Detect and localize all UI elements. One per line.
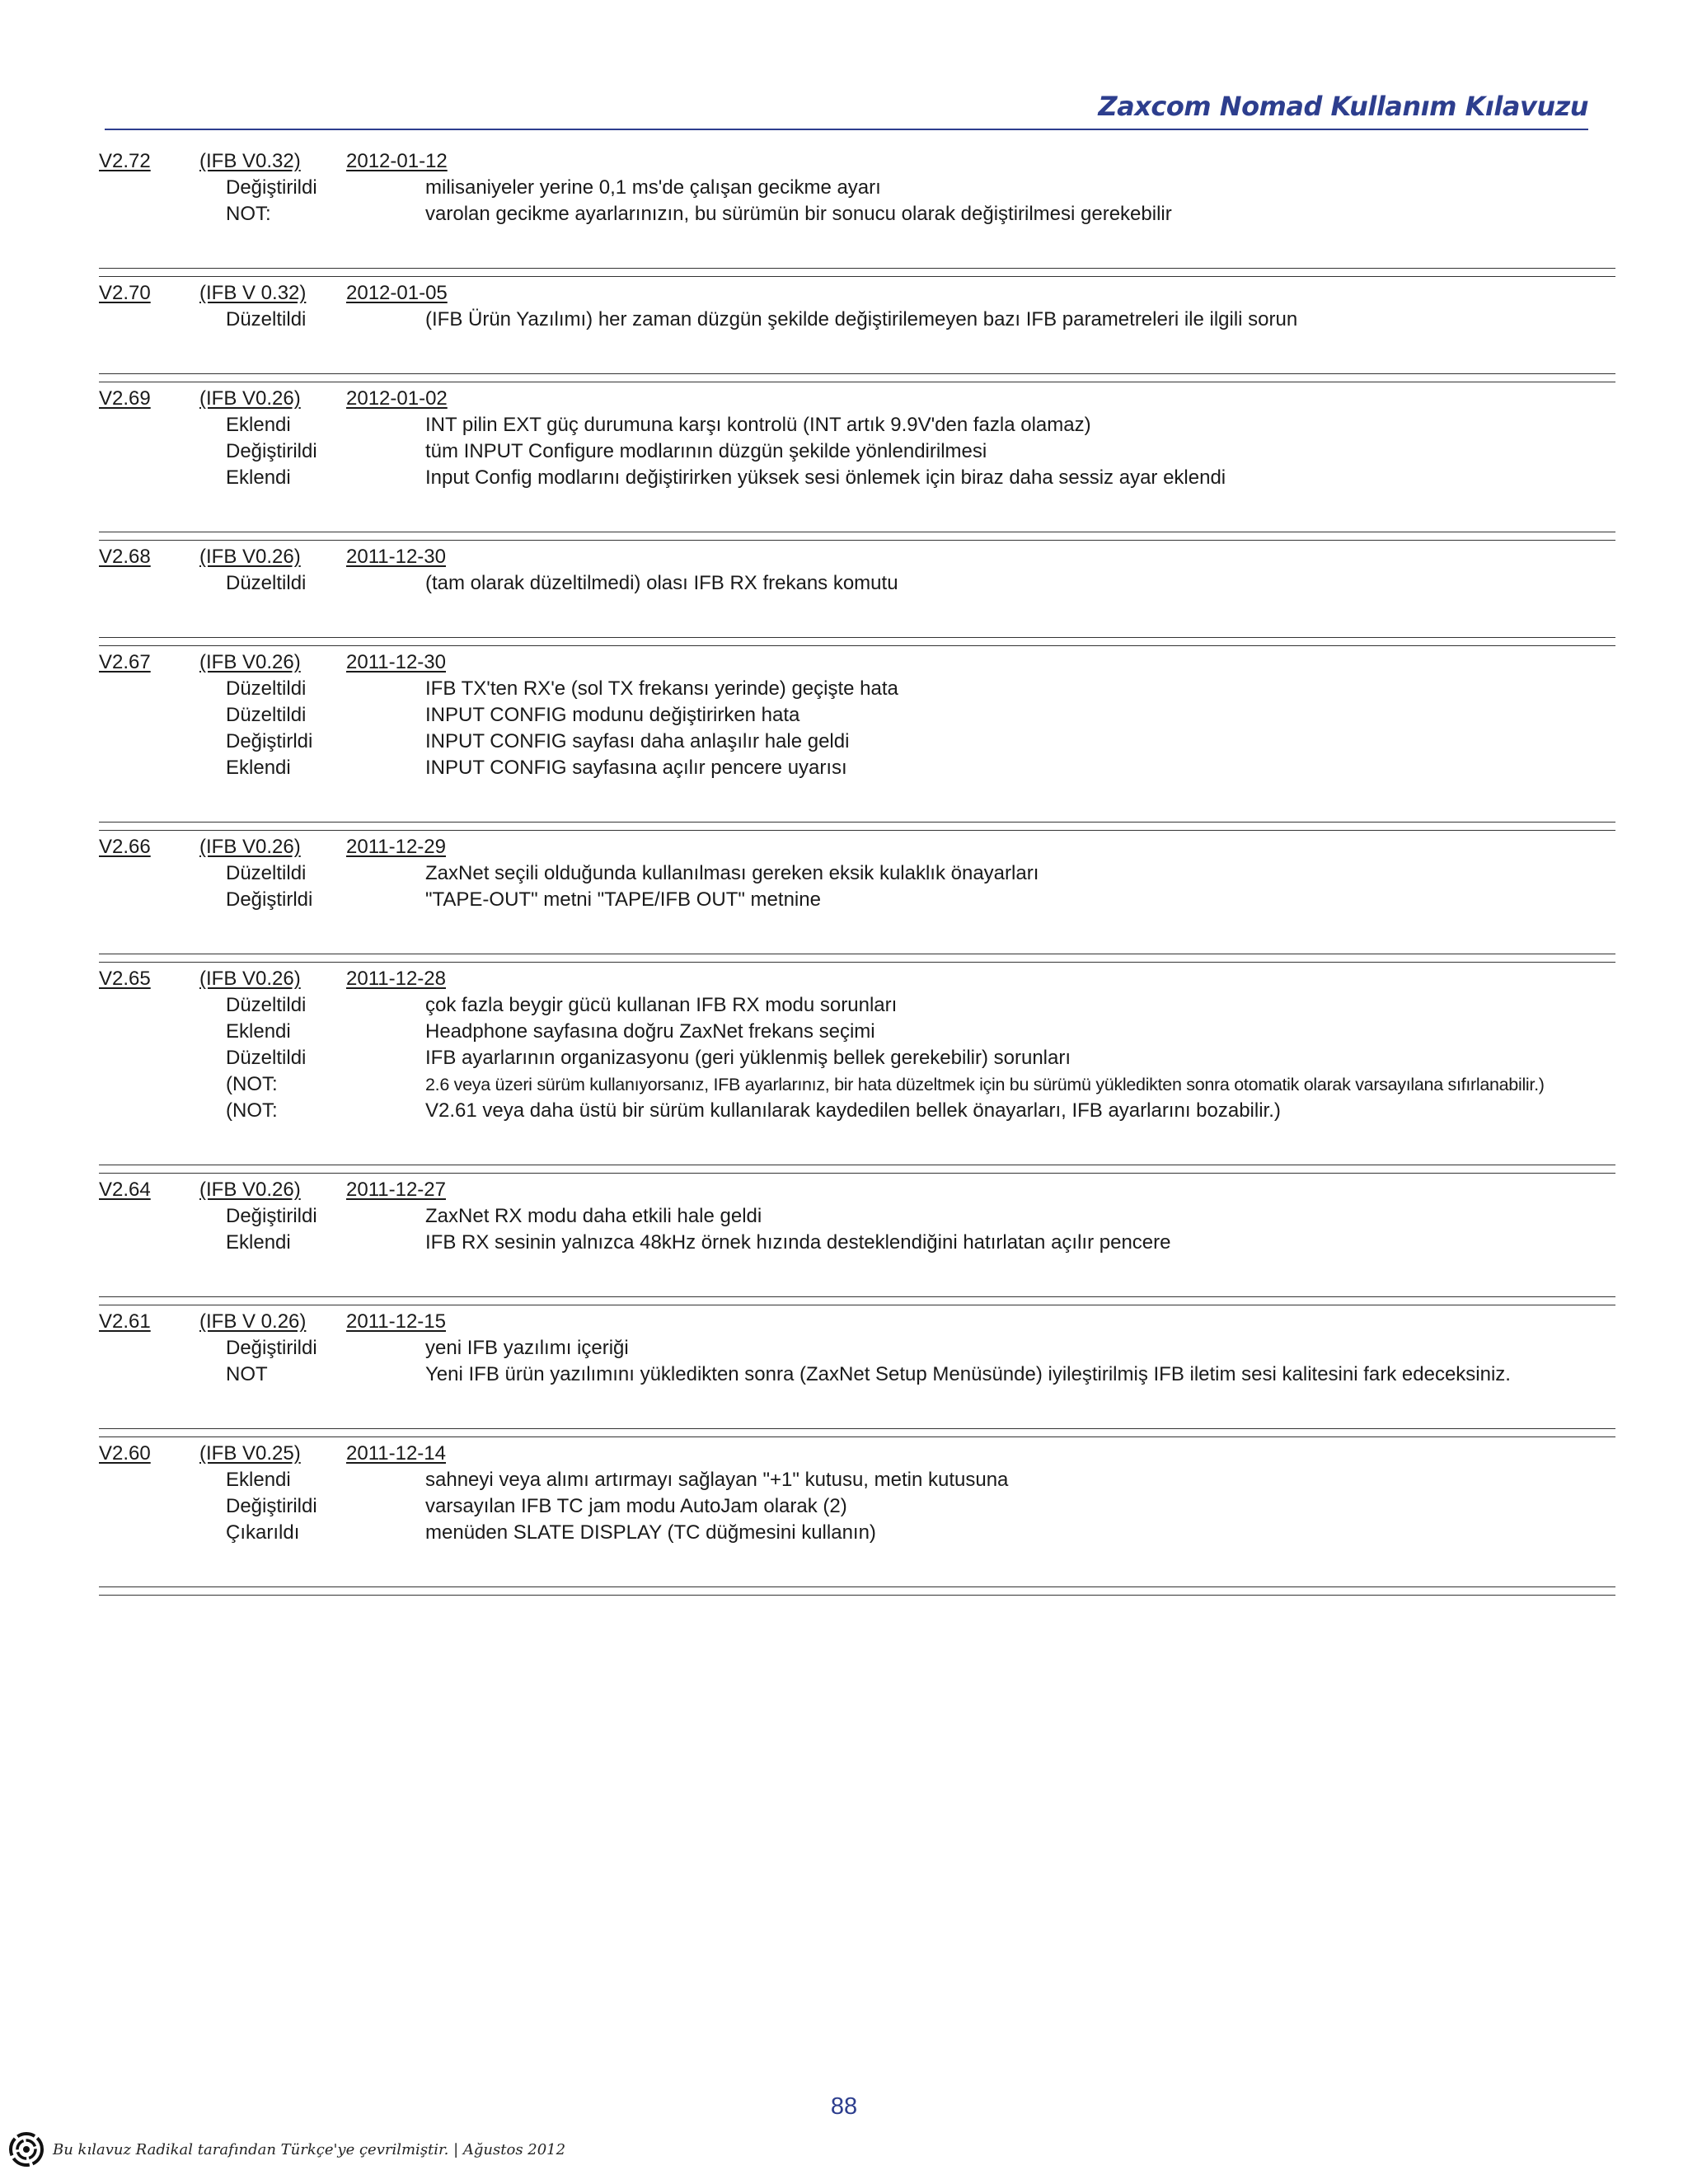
change-line <box>99 1203 1615 1230</box>
change-type-label: Düzeltildi <box>226 677 307 700</box>
changelog-entry <box>99 966 1615 1177</box>
version-number: V2.72 <box>99 150 151 172</box>
version-number: V2.61 <box>99 1310 151 1333</box>
change-type-label: Düzeltildi <box>226 862 307 884</box>
release-date: 2011-12-27 <box>346 1179 446 1201</box>
ifb-version: (IFB V 0.26) <box>199 1310 307 1333</box>
version-number: V2.60 <box>99 1442 151 1465</box>
change-type-label: (NOT: <box>226 1099 278 1122</box>
change-description: "TAPE-OUT" metni "TAPE/IFB OUT" metnine <box>425 888 821 911</box>
change-type-label: Düzeltildi <box>226 994 307 1016</box>
change-description: tüm INPUT Configure modlarının düzgün şekilde yönlendirilmesi <box>425 440 987 462</box>
release-date: 2011-12-28 <box>346 968 446 990</box>
change-line <box>99 570 1615 597</box>
change-line <box>99 175 1615 201</box>
release-date: 2012-01-12 <box>346 150 448 172</box>
separator-block <box>99 1124 1615 1177</box>
separator-block <box>99 1388 1615 1441</box>
change-type-label: NOT <box>226 1363 268 1385</box>
change-line <box>99 992 1615 1019</box>
footer-text: Bu kılavuz Radikal tarafından Türkçe'ye çevrilmiştir. | Ağustos 2012 <box>53 2140 566 2158</box>
change-type-label: Değiştirildi <box>226 440 317 462</box>
ifb-version: (IFB V0.26) <box>199 651 301 673</box>
change-line <box>99 676 1615 702</box>
change-description: varsayılan IFB TC jam modu AutoJam olarak (2) <box>425 1495 847 1517</box>
release-date: 2011-12-30 <box>346 651 446 673</box>
separator-line <box>99 1428 1615 1437</box>
entry-header <box>99 148 1615 175</box>
entry-header <box>99 544 1615 570</box>
separator-block <box>99 913 1615 966</box>
change-description: IFB TX'ten RX'e (sol TX frekansı yerinde) geçişte hata <box>425 677 898 700</box>
version-number: V2.70 <box>99 282 151 304</box>
ifb-version: (IFB V0.25) <box>199 1442 301 1465</box>
change-description: Input Config modlarını değiştirirken yüksek sesi önlemek için biraz daha sessiz ayar eklendi <box>425 466 1226 489</box>
change-type-label: Eklendi <box>226 1231 291 1254</box>
changelog-list <box>99 148 1615 1599</box>
change-line <box>99 702 1615 729</box>
separator-block <box>99 1256 1615 1309</box>
change-type-label: Eklendi <box>226 1020 291 1043</box>
entry-header <box>99 966 1615 992</box>
separator-line <box>99 954 1615 963</box>
separator-line <box>99 1586 1615 1596</box>
change-description: IFB RX sesinin yalnızca 48kHz örnek hızında desteklendiğini hatırlatan açılır pencere <box>425 1231 1171 1254</box>
change-description: sahneyi veya alımı artırmayı sağlayan "+1" kutusu, metin kutusuna <box>425 1469 1009 1491</box>
change-line <box>99 1230 1615 1256</box>
change-type-label: Değiştirildi <box>226 1205 317 1227</box>
change-type-label: Değiştirldi <box>226 888 313 911</box>
change-description: (IFB Ürün Yazılımı) her zaman düzgün şekilde değiştirilemeyen bazı IFB parametreleri ile ilgili sorun <box>425 308 1298 330</box>
change-description: INPUT CONFIG sayfasına açılır pencere uyarısı <box>425 757 847 779</box>
version-number: V2.64 <box>99 1179 151 1201</box>
change-description: Yeni IFB ürün yazılımını yükledikten sonra (ZaxNet Setup Menüsünde) iyileştirilmiş IFB iletim sesi kalitesini fark edeceksiniz. <box>425 1363 1511 1385</box>
change-description: ZaxNet RX modu daha etkili hale geldi <box>425 1205 762 1227</box>
change-type-label: Değiştirildi <box>226 1337 317 1359</box>
entry-header <box>99 1177 1615 1203</box>
changelog-entry <box>99 649 1615 834</box>
separator-block <box>99 781 1615 834</box>
ifb-version: (IFB V 0.32) <box>199 282 307 304</box>
change-line <box>99 729 1615 755</box>
separator-line <box>99 373 1615 382</box>
change-description: yeni IFB yazılımı içeriği <box>425 1337 629 1359</box>
change-line <box>99 307 1615 333</box>
change-type-label: Düzeltildi <box>226 572 307 594</box>
change-type-label: Eklendi <box>226 1469 291 1491</box>
change-type-label: Eklendi <box>226 757 291 779</box>
changelog-entry <box>99 834 1615 966</box>
entry-header <box>99 834 1615 860</box>
change-type-label: NOT: <box>226 203 271 225</box>
change-line <box>99 438 1615 465</box>
change-line <box>99 755 1615 781</box>
change-description: INPUT CONFIG sayfası daha anlaşılır hale geldi <box>425 730 850 752</box>
ifb-version: (IFB V0.32) <box>199 150 301 172</box>
change-line <box>99 1361 1615 1388</box>
separator-block <box>99 1546 1615 1599</box>
separator-line <box>99 822 1615 831</box>
separator-line <box>99 532 1615 541</box>
separator-block <box>99 491 1615 544</box>
change-line <box>99 860 1615 887</box>
page-number: 88 <box>830 2093 858 2120</box>
document-header-title: Zaxcom Nomad Kullanım Kılavuzu <box>1098 91 1588 122</box>
change-description: 2.6 veya üzeri sürüm kullanıyorsanız, IFB ayarlarınız, bir hata düzeltmek için bu sürümü yükledikten sonra otomatik olarak varsayılana sıfırlanabilir.) <box>425 1075 1545 1094</box>
change-description: INPUT CONFIG modunu değiştirirken hata <box>425 704 800 726</box>
change-type-label: Çıkarıldı <box>226 1521 300 1544</box>
ifb-version: (IFB V0.26) <box>199 1179 301 1201</box>
separator-block <box>99 597 1615 649</box>
changelog-entry <box>99 1441 1615 1599</box>
change-type-label: Eklendi <box>226 466 291 489</box>
ifb-version: (IFB V0.26) <box>199 387 301 410</box>
change-description: V2.61 veya daha üstü bir sürüm kullanılarak kaydedilen bellek önayarları, IFB ayarlarını bozabilir.) <box>425 1099 1281 1122</box>
separator-line <box>99 637 1615 646</box>
change-type-label: Değiştirildi <box>226 176 317 199</box>
separator-line <box>99 1165 1615 1174</box>
changelog-entry <box>99 386 1615 544</box>
change-type-label: (NOT: <box>226 1073 278 1095</box>
version-number: V2.67 <box>99 651 151 673</box>
ifb-version: (IFB V0.26) <box>199 968 301 990</box>
change-description: varolan gecikme ayarlarınızın, bu sürümün bir sonucu olarak değiştirilmesi gerekebilir <box>425 203 1172 225</box>
change-line <box>99 1019 1615 1045</box>
entry-header <box>99 649 1615 676</box>
change-description: çok fazla beygir gücü kullanan IFB RX modu sorunları <box>425 994 898 1016</box>
change-type-label: Düzeltildi <box>226 308 307 330</box>
change-type-label: Değiştirldi <box>226 730 313 752</box>
release-date: 2012-01-02 <box>346 387 448 410</box>
footer <box>8 2131 565 2168</box>
entry-header <box>99 1441 1615 1467</box>
change-line <box>99 1467 1615 1493</box>
change-line <box>99 1520 1615 1546</box>
entry-header <box>99 280 1615 307</box>
change-description: INT pilin EXT güç durumuna karşı kontrolü (INT artık 9.9V'den fazla olamaz) <box>425 414 1091 436</box>
change-description: Headphone sayfasına doğru ZaxNet frekans seçimi <box>425 1020 875 1043</box>
release-date: 2012-01-05 <box>346 282 448 304</box>
change-description: ZaxNet seçili olduğunda kullanılması gereken eksik kulaklık önayarları <box>425 862 1039 884</box>
release-date: 2011-12-14 <box>346 1442 446 1465</box>
change-line <box>99 887 1615 913</box>
separator-line <box>99 268 1615 277</box>
release-date: 2011-12-30 <box>346 546 446 568</box>
changelog-entry <box>99 1309 1615 1441</box>
change-type-label: Değiştirildi <box>226 1495 317 1517</box>
radikal-logo-icon <box>8 2131 45 2168</box>
change-line <box>99 412 1615 438</box>
change-description: menüden SLATE DISPLAY (TC düğmesini kullanın) <box>425 1521 876 1544</box>
release-date: 2011-12-29 <box>346 836 446 858</box>
ifb-version: (IFB V0.26) <box>199 836 301 858</box>
version-number: V2.69 <box>99 387 151 410</box>
change-description: IFB ayarlarının organizasyonu (geri yüklenmiş bellek gerekebilir) sorunları <box>425 1047 1071 1069</box>
separator-line <box>99 1296 1615 1305</box>
entry-header <box>99 386 1615 412</box>
change-description: milisaniyeler yerine 0,1 ms'de çalışan gecikme ayarı <box>425 176 881 199</box>
release-date: 2011-12-15 <box>346 1310 446 1333</box>
change-line <box>99 1098 1615 1124</box>
separator-block <box>99 333 1615 386</box>
change-line <box>99 1071 1615 1098</box>
changelog-entry <box>99 280 1615 386</box>
change-line <box>99 1045 1615 1071</box>
header-rule <box>105 129 1588 130</box>
separator-block <box>99 227 1615 280</box>
version-number: V2.66 <box>99 836 151 858</box>
ifb-version: (IFB V0.26) <box>199 546 301 568</box>
changelog-entry <box>99 148 1615 280</box>
change-type-label: Düzeltildi <box>226 1047 307 1069</box>
changelog-entry <box>99 1177 1615 1309</box>
change-line <box>99 1335 1615 1361</box>
entry-header <box>99 1309 1615 1335</box>
change-line <box>99 465 1615 491</box>
change-type-label: Düzeltildi <box>226 704 307 726</box>
change-description: (tam olarak düzeltilmedi) olası IFB RX frekans komutu <box>425 572 898 594</box>
changelog-entry <box>99 544 1615 649</box>
change-line <box>99 201 1615 227</box>
version-number: V2.68 <box>99 546 151 568</box>
change-type-label: Eklendi <box>226 414 291 436</box>
change-line <box>99 1493 1615 1520</box>
version-number: V2.65 <box>99 968 151 990</box>
